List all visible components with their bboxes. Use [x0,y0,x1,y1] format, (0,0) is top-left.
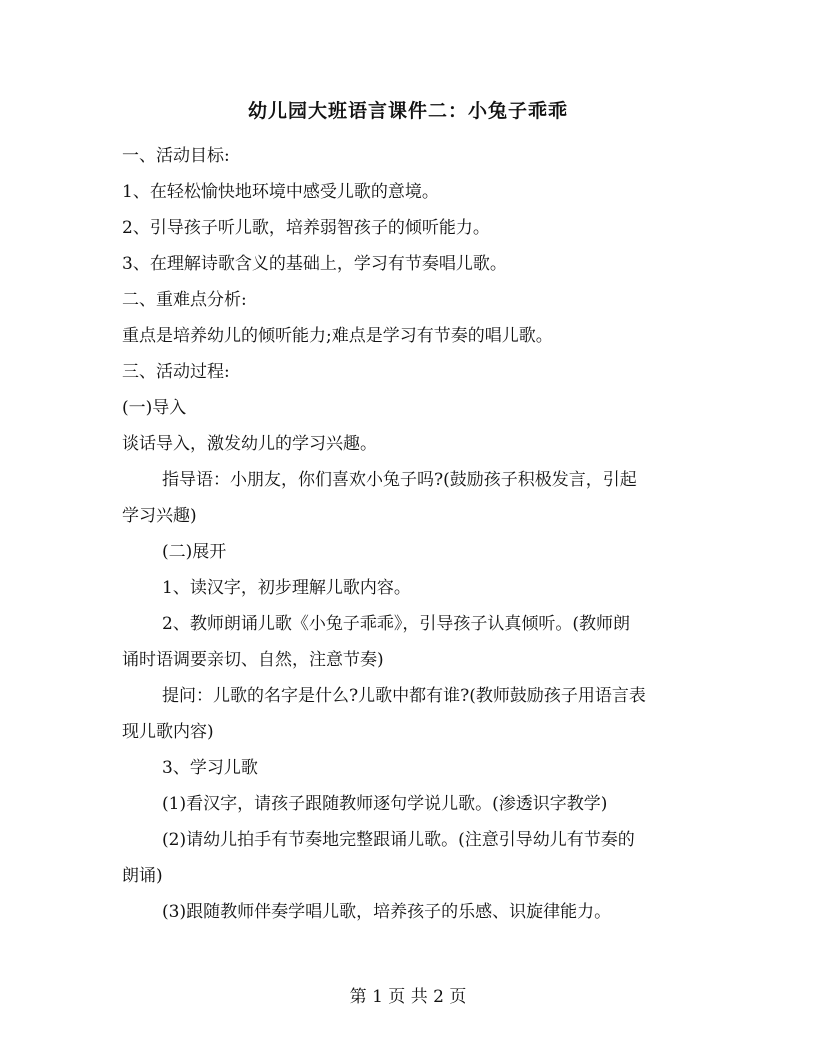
learn-step-2-line-2: 朗诵) [122,866,163,886]
subsection-develop: (二)展开 [162,542,227,562]
key-points-text: 重点是培养幼儿的倾听能力;难点是学习有节奏的唱儿歌。 [122,326,553,346]
section-heading-goals: 一、活动目标: [122,146,230,166]
guide-speech-line-1: 指导语：小朋友，你们喜欢小兔子吗?(鼓励孩子积极发言，引起 [162,470,637,490]
question-line-2: 现儿歌内容) [122,722,214,742]
learn-step-2-line-1: (2)请幼儿拍手有节奏地完整跟诵儿歌。(注意引导幼儿有节奏的 [162,830,635,850]
develop-step-3: 3、学习儿歌 [162,758,258,778]
develop-step-1: 1、读汉字，初步理解儿歌内容。 [162,578,411,598]
page-number: 第 1 页 共 2 页 [349,987,467,1007]
develop-step-2-line-1: 2、教师朗诵儿歌《小兔子乖乖》，引导孩子认真倾听。(教师朗 [162,614,630,634]
develop-step-2-line-2: 诵时语调要亲切、自然，注意节奏) [122,650,384,670]
document-title: 幼儿园大班语言课件二：小兔子乖乖 [247,100,568,122]
section-heading-key-points: 二、重难点分析: [122,290,247,310]
intro-text: 谈话导入，激发幼儿的学习兴趣。 [122,434,377,454]
goal-item-2: 2、引导孩子听儿歌，培养弱智孩子的倾听能力。 [122,218,490,238]
learn-step-1: (1)看汉字，请孩子跟随教师逐句学说儿歌。(渗透识字教学) [162,794,608,814]
goal-item-3: 3、在理解诗歌含义的基础上，学习有节奏唱儿歌。 [122,254,507,274]
section-heading-process: 三、活动过程: [122,362,230,382]
guide-speech-line-2: 学习兴趣) [122,506,197,526]
goal-item-1: 1、在轻松愉快地环境中感受儿歌的意境。 [122,182,439,202]
question-line-1: 提问：儿歌的名字是什么?儿歌中都有谁?(教师鼓励孩子用语言表 [162,686,646,706]
subsection-intro: (一)导入 [122,398,187,418]
learn-step-3: (3)跟随教师伴奏学唱儿歌，培养孩子的乐感、识旋律能力。 [162,902,612,922]
